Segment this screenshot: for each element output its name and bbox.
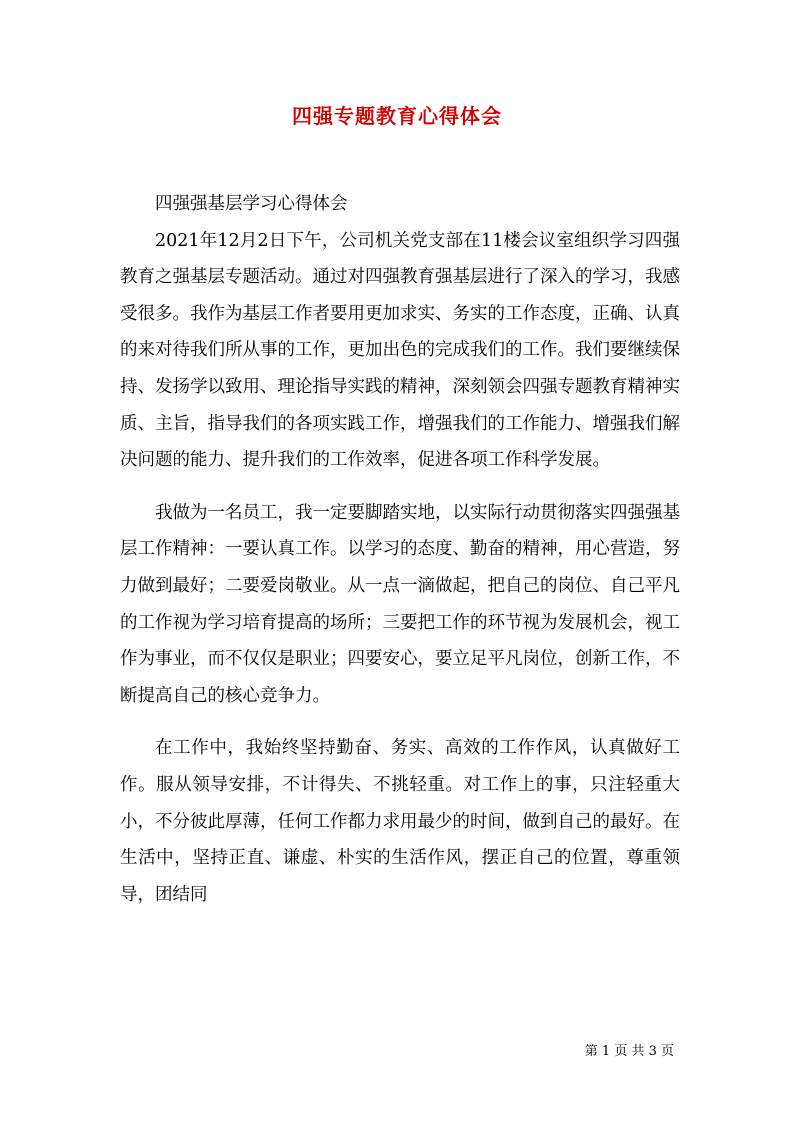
paragraph-1: 2021年12月2日下午，公司机关党支部在11楼会议室组织学习四强教育之强基层专题活动。通过对四强教育强基层进行了深入的学习，我感受很多。我作为基层工作者要用更加求实、务实的工作态度，正确、认真的来对待我们所从事的工作，更加出色的完成我们的工作。我们要继续保持、发扬学以致用、理论指导实践的精神，深刻领会四强专题教育精神实质、主旨，指导我们的各项实践工作，增强我们的工作能力、增强我们解决问题的能力、提升我们的工作效率，促进各项工作科学发展。 [120, 230, 680, 471]
document-subtitle: 四强强基层学习心得体会 [155, 194, 348, 214]
page-number: 第 1 页 共 3 页 [584, 1044, 674, 1059]
document-body [120, 186, 680, 913]
document-title: 四强专题教育心得体会 [292, 104, 502, 128]
paragraph-2: 我做为一名员工，我一定要脚踏实地，以实际行动贯彻落实四强强基层工作精神：一要认真工作。以学习的态度、勤奋的精神，用心营造，努力做到最好；二要爱岗敬业。从一点一滴做起，把自己的岗位、自己平凡的工作视为学习培育提高的场所；三要把工作的环节视为发展机会，视工作为事业，而不仅仅是职业；四要安心，要立足平凡岗位，创新工作，不断提高自己的核心竞争力。 [120, 502, 680, 706]
paragraph-3: 在工作中，我始终坚持勤奋、务实、高效的工作作风，认真做好工作。服从领导安排，不计得失、不挑轻重。对工作上的事，只注轻重大小，不分彼此厚薄，任何工作都力求用最少的时间，做到自己的最好。在生活中，坚持正直、谦虚、朴实的生活作风，摆正自己的位置，尊重领导，团结同 [120, 738, 680, 905]
